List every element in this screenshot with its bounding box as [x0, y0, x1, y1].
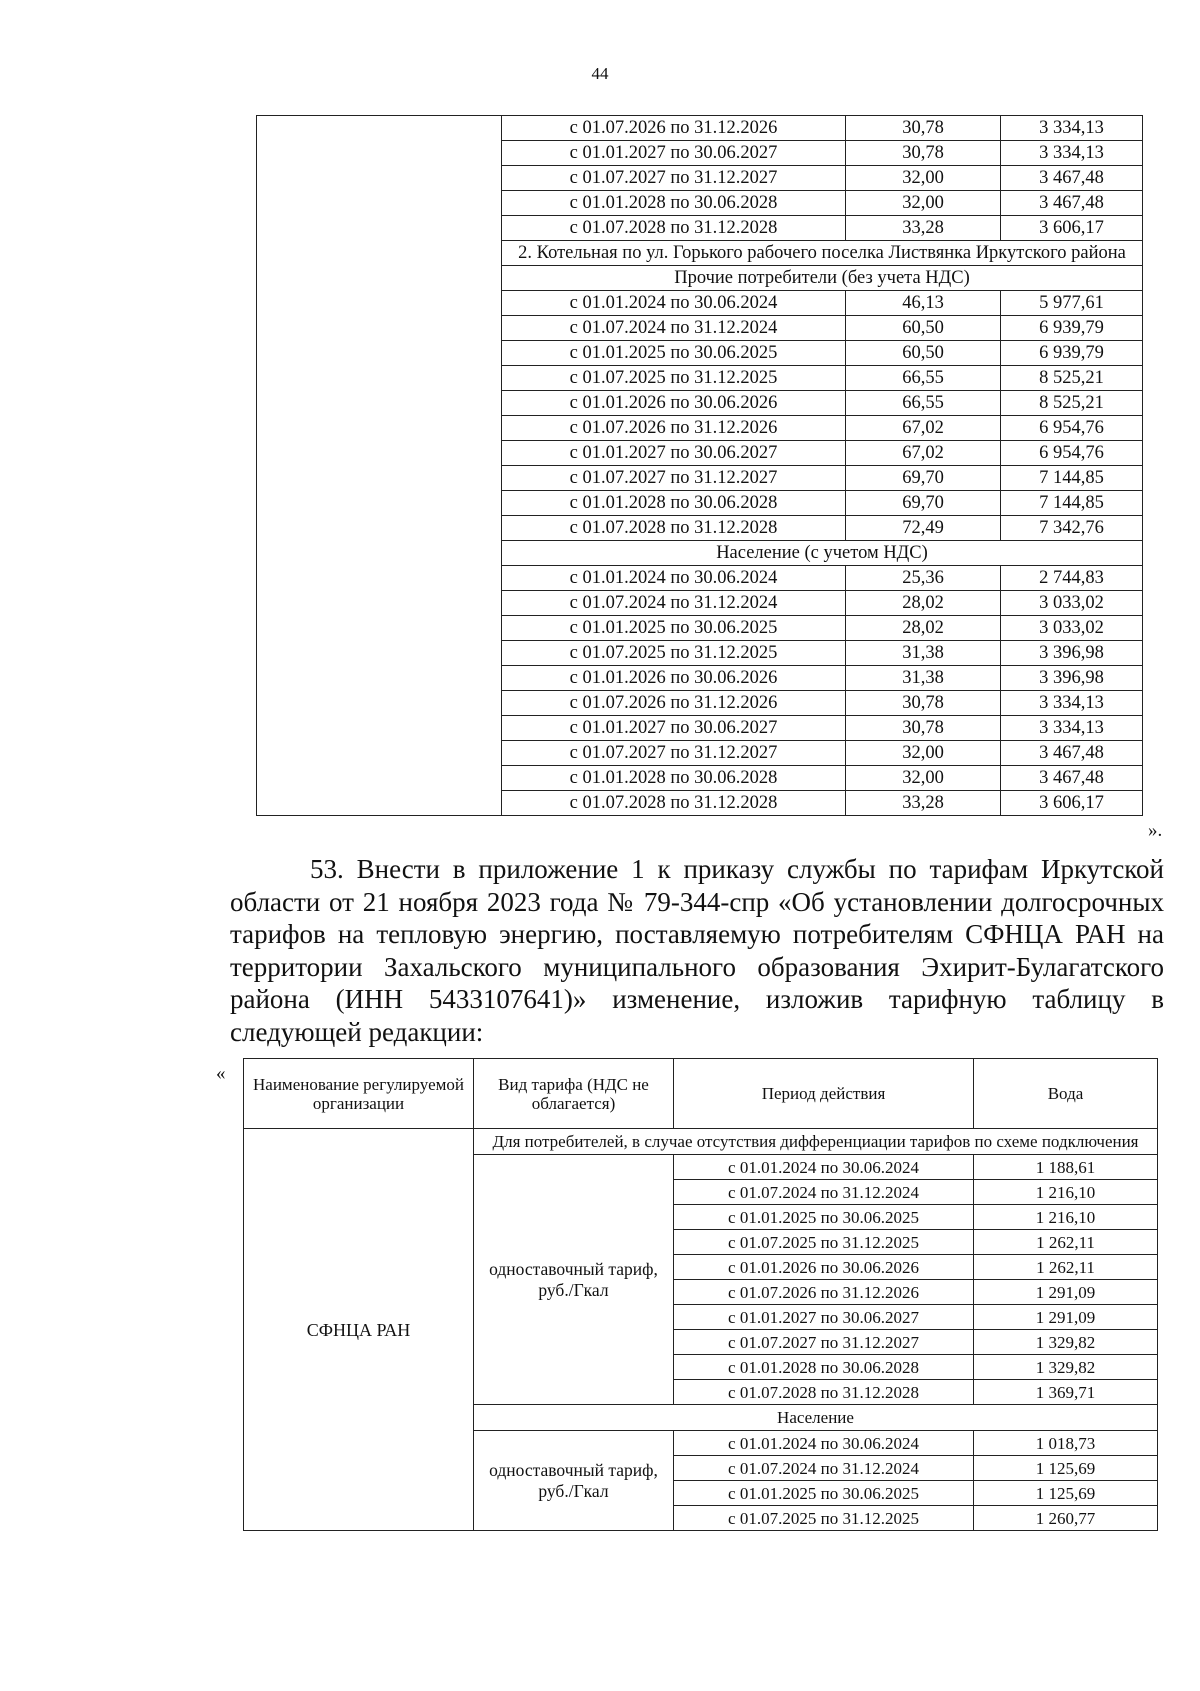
value-cell: 69,70	[846, 491, 1001, 516]
value-cell: 1 291,09	[974, 1305, 1158, 1330]
period-cell: с 01.01.2027 по 30.06.2027	[502, 141, 846, 166]
value-cell: 30,78	[846, 116, 1001, 141]
value-cell: 3 334,13	[1001, 116, 1143, 141]
group-label: Для потребителей, в случае отсутствия дифференциации тарифов по схеме подключения	[474, 1129, 1158, 1155]
period-cell: с 01.07.2028 по 31.12.2028	[502, 516, 846, 541]
value-cell: 6 954,76	[1001, 416, 1143, 441]
tariff-type-cell: одноставочный тариф, руб./Гкал	[474, 1155, 674, 1405]
page-number: 44	[591, 64, 609, 83]
value-cell: 30,78	[846, 141, 1001, 166]
value-cell: 3 334,13	[1001, 691, 1143, 716]
value-cell: 1 291,09	[974, 1280, 1158, 1305]
value-cell: 31,38	[846, 666, 1001, 691]
period-cell: с 01.07.2028 по 31.12.2028	[502, 216, 846, 241]
period-cell: с 01.07.2028 по 31.12.2028	[502, 791, 846, 816]
value-cell: 6 939,79	[1001, 316, 1143, 341]
value-cell: 3 467,48	[1001, 741, 1143, 766]
tariff-type-cell: одноставочный тариф, руб./Гкал	[474, 1431, 674, 1531]
value-cell: 6 939,79	[1001, 341, 1143, 366]
value-cell: 72,49	[846, 516, 1001, 541]
value-cell: 67,02	[846, 441, 1001, 466]
period-cell: с 01.01.2026 по 30.06.2026	[502, 391, 846, 416]
blank-org-cell	[257, 116, 502, 816]
value-cell: 32,00	[846, 191, 1001, 216]
value-cell: 3 467,48	[1001, 191, 1143, 216]
period-cell: с 01.01.2026 по 30.06.2026	[674, 1255, 974, 1280]
header-org: Наименование регулируемой организации	[244, 1059, 474, 1129]
tariff-table-continuation	[256, 115, 1143, 816]
period-cell: с 01.01.2025 по 30.06.2025	[502, 616, 846, 641]
value-cell: 2 744,83	[1001, 566, 1143, 591]
period-cell: с 01.07.2024 по 31.12.2024	[502, 591, 846, 616]
value-cell: 3 396,98	[1001, 666, 1143, 691]
value-cell: 3 396,98	[1001, 641, 1143, 666]
value-cell: 30,78	[846, 691, 1001, 716]
period-cell: с 01.07.2025 по 31.12.2025	[502, 366, 846, 391]
period-cell: с 01.07.2024 по 31.12.2024	[674, 1180, 974, 1205]
value-cell: 33,28	[846, 216, 1001, 241]
value-cell: 7 342,76	[1001, 516, 1143, 541]
value-cell: 3 606,17	[1001, 791, 1143, 816]
period-cell: с 01.01.2024 по 30.06.2024	[502, 291, 846, 316]
opening-quote: «	[216, 1063, 226, 1084]
period-cell: с 01.01.2028 по 30.06.2028	[674, 1355, 974, 1380]
water-tariff-table-body	[244, 1059, 1158, 1531]
value-cell: 33,28	[846, 791, 1001, 816]
value-cell: 1 262,11	[974, 1255, 1158, 1280]
period-cell: с 01.01.2024 по 30.06.2024	[674, 1155, 974, 1180]
period-cell: с 01.01.2028 по 30.06.2028	[502, 191, 846, 216]
period-cell: с 01.07.2026 по 31.12.2026	[674, 1280, 974, 1305]
value-cell: 1 216,10	[974, 1205, 1158, 1230]
closing-quote: ».	[1148, 820, 1163, 841]
period-cell: с 01.01.2025 по 30.06.2025	[502, 341, 846, 366]
period-cell: с 01.01.2028 по 30.06.2028	[502, 766, 846, 791]
period-cell: с 01.01.2024 по 30.06.2024	[674, 1431, 974, 1456]
value-cell: 3 467,48	[1001, 766, 1143, 791]
value-cell: 32,00	[846, 166, 1001, 191]
table-row	[257, 116, 1143, 141]
value-cell: 60,50	[846, 341, 1001, 366]
value-cell: 3 033,02	[1001, 591, 1143, 616]
value-cell: 69,70	[846, 466, 1001, 491]
period-cell: с 01.07.2024 по 31.12.2024	[502, 316, 846, 341]
period-cell: с 01.07.2026 по 31.12.2026	[502, 116, 846, 141]
org-name: СФНЦА РАН	[244, 1129, 474, 1531]
value-cell: 8 525,21	[1001, 366, 1143, 391]
period-cell: с 01.07.2027 по 31.12.2027	[502, 166, 846, 191]
value-cell: 1 125,69	[974, 1456, 1158, 1481]
group-label: Прочие потребители (без учета НДС)	[502, 266, 1143, 291]
period-cell: с 01.07.2025 по 31.12.2025	[502, 641, 846, 666]
period-cell: с 01.07.2026 по 31.12.2026	[502, 691, 846, 716]
header-period: Период действия	[674, 1059, 974, 1129]
group-row	[244, 1129, 1158, 1155]
period-cell: с 01.07.2027 по 31.12.2027	[502, 466, 846, 491]
value-cell: 30,78	[846, 716, 1001, 741]
header-water: Вода	[974, 1059, 1158, 1129]
tariff-table-continuation-body	[257, 116, 1143, 816]
period-cell: с 01.07.2024 по 31.12.2024	[674, 1456, 974, 1481]
value-cell: 32,00	[846, 766, 1001, 791]
water-tariff-table	[243, 1058, 1158, 1531]
value-cell: 1 369,71	[974, 1380, 1158, 1405]
header-tariff-type: Вид тарифа (НДС не облагается)	[474, 1059, 674, 1129]
value-cell: 3 033,02	[1001, 616, 1143, 641]
header-row	[244, 1059, 1158, 1129]
amendment-paragraph: 53. Внести в приложение 1 к приказу службы по тарифам Иркутской области от 21 ноября 2023 года № 79-344-спр «Об установлении долгосрочных тарифов на тепловую энергию, поставляемую потребителям СФНЦА РАН на территории Захальского муниципального образования Эхирит-Булагатского района (ИНН 5433107641)» изменение, изложив тарифную таблицу в следующей редакции:	[230, 854, 1164, 1047]
value-cell: 6 954,76	[1001, 441, 1143, 466]
period-cell: с 01.07.2025 по 31.12.2025	[674, 1506, 974, 1531]
value-cell: 66,55	[846, 391, 1001, 416]
value-cell: 1 329,82	[974, 1355, 1158, 1380]
group-label: Население	[474, 1405, 1158, 1431]
value-cell: 1 018,73	[974, 1431, 1158, 1456]
value-cell: 46,13	[846, 291, 1001, 316]
period-cell: с 01.01.2025 по 30.06.2025	[674, 1205, 974, 1230]
value-cell: 66,55	[846, 366, 1001, 391]
value-cell: 60,50	[846, 316, 1001, 341]
period-cell: с 01.07.2027 по 31.12.2027	[502, 741, 846, 766]
group-label: Население (с учетом НДС)	[502, 541, 1143, 566]
period-cell: с 01.01.2027 по 30.06.2027	[674, 1305, 974, 1330]
value-cell: 1 125,69	[974, 1481, 1158, 1506]
value-cell: 3 334,13	[1001, 141, 1143, 166]
period-cell: с 01.07.2025 по 31.12.2025	[674, 1230, 974, 1255]
period-cell: с 01.01.2025 по 30.06.2025	[674, 1481, 974, 1506]
value-cell: 1 188,61	[974, 1155, 1158, 1180]
value-cell: 1 329,82	[974, 1330, 1158, 1355]
value-cell: 32,00	[846, 741, 1001, 766]
value-cell: 1 262,11	[974, 1230, 1158, 1255]
value-cell: 31,38	[846, 641, 1001, 666]
value-cell: 1 260,77	[974, 1506, 1158, 1531]
period-cell: с 01.07.2026 по 31.12.2026	[502, 416, 846, 441]
period-cell: с 01.07.2028 по 31.12.2028	[674, 1380, 974, 1405]
period-cell: с 01.01.2026 по 30.06.2026	[502, 666, 846, 691]
value-cell: 28,02	[846, 591, 1001, 616]
period-cell: с 01.01.2027 по 30.06.2027	[502, 441, 846, 466]
value-cell: 8 525,21	[1001, 391, 1143, 416]
value-cell: 5 977,61	[1001, 291, 1143, 316]
value-cell: 67,02	[846, 416, 1001, 441]
value-cell: 1 216,10	[974, 1180, 1158, 1205]
period-cell: с 01.01.2028 по 30.06.2028	[502, 491, 846, 516]
value-cell: 7 144,85	[1001, 466, 1143, 491]
value-cell: 25,36	[846, 566, 1001, 591]
value-cell: 28,02	[846, 616, 1001, 641]
section-title: 2. Котельная по ул. Горького рабочего поселка Листвянка Иркутского района	[502, 241, 1143, 266]
value-cell: 7 144,85	[1001, 491, 1143, 516]
value-cell: 3 606,17	[1001, 216, 1143, 241]
period-cell: с 01.01.2024 по 30.06.2024	[502, 566, 846, 591]
value-cell: 3 467,48	[1001, 166, 1143, 191]
period-cell: с 01.07.2027 по 31.12.2027	[674, 1330, 974, 1355]
value-cell: 3 334,13	[1001, 716, 1143, 741]
period-cell: с 01.01.2027 по 30.06.2027	[502, 716, 846, 741]
